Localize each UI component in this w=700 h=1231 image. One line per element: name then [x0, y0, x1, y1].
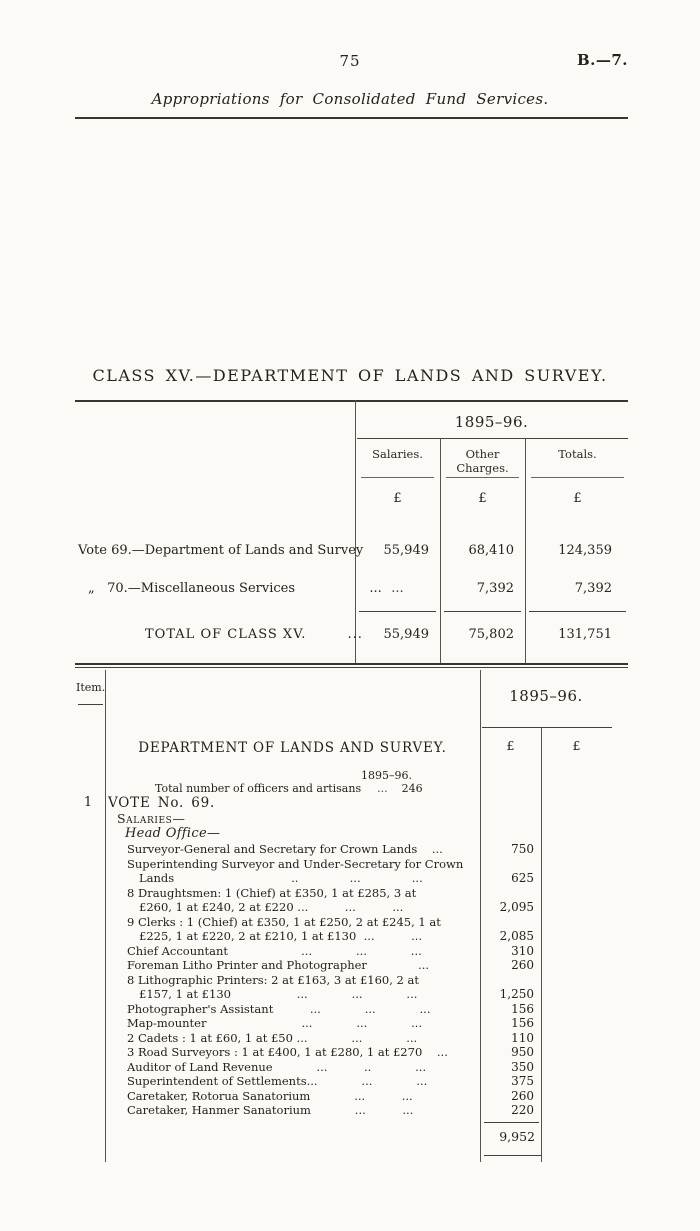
salary-line-amount: 2,085	[499, 929, 534, 943]
salary-line	[75, 944, 628, 959]
salary-line	[75, 958, 628, 973]
salary-line-text: Auditor of Land Revenue ... .. ...	[127, 1059, 427, 1074]
salary-line-amount: 950	[511, 1045, 534, 1059]
officers-year-label: 1895–96.	[361, 769, 412, 782]
salary-line-text: Map-mounter ... ... ...	[127, 1016, 423, 1030]
salary-line	[75, 915, 628, 930]
salary-line-amount: 310	[511, 943, 534, 958]
salary-line-text: Caretaker, Rotorua Sanatorium ... ...	[127, 1088, 413, 1103]
salary-line-text: Superintendent of Settlements... ... ...	[127, 1074, 428, 1088]
summary-row-salaries: ...	[391, 581, 404, 596]
salary-line	[75, 1045, 628, 1060]
summary-row-total: 124,359	[558, 543, 612, 558]
item-number: 1	[83, 795, 93, 810]
salary-line-amount: 350	[511, 1059, 534, 1074]
salary-line	[75, 1103, 628, 1118]
document-reference: B.—7.	[576, 51, 628, 69]
vote-heading: VOTE No. 69.	[108, 795, 216, 811]
summary-bottom-rule-heavy	[75, 663, 628, 665]
salary-line-amount: 2,095	[499, 900, 534, 914]
subtotal-rule-top	[484, 1122, 539, 1123]
header-rule	[75, 117, 628, 119]
class-title: CLASS XV.—DEPARTMENT OF LANDS AND SURVEY.	[92, 366, 608, 385]
salary-line-text: 8 Lithographic Printers: 2 at £163, 3 at £160, 2 at	[127, 972, 419, 987]
salary-line-items	[75, 842, 628, 1118]
salary-line-amount: 625	[511, 871, 534, 885]
subtotal-rule-bottom	[484, 1155, 541, 1156]
salary-line-amount: 220	[511, 1103, 534, 1117]
salaries-subtotal: 9,952	[499, 1129, 535, 1144]
salary-line-text: £225, 1 at £220, 2 at £210, 1 at £130 ... ...	[139, 929, 423, 943]
officers-count: 246	[401, 782, 423, 795]
summary-total-other: 75,802	[468, 627, 514, 642]
currency-symbol-salaries: £	[393, 491, 402, 506]
salary-line-text: £157, 1 at £130 ... ... ...	[139, 987, 418, 1001]
detail-year-header: 1895–96.	[509, 687, 583, 705]
summary-table-top-rule	[75, 400, 628, 402]
summary-total-rule-3	[529, 611, 626, 612]
salary-line	[75, 1002, 628, 1017]
salary-line	[75, 1089, 628, 1104]
salary-line-text: Lands .. ... ...	[139, 871, 423, 885]
salary-line-amount: 156	[511, 1001, 534, 1016]
summary-total-rule-2	[444, 611, 521, 612]
summary-col-divider-2	[525, 438, 526, 663]
summary-total-total: 131,751	[558, 627, 612, 642]
summary-total-rule-1	[359, 611, 436, 612]
summary-colhead-rule-2	[446, 477, 519, 478]
head-office-subheading: Head Office—	[125, 826, 221, 841]
salary-line-text: 2 Cadets : 1 at £60, 1 at £50 ... ... ...	[127, 1030, 418, 1045]
salary-line	[75, 1031, 628, 1046]
salary-line	[75, 1060, 628, 1075]
salary-line-amount: 110	[511, 1030, 534, 1045]
summary-table	[75, 400, 628, 668]
detail-year-rule	[482, 727, 612, 728]
summary-row-label: „ 70.—Miscellaneous Services ...	[88, 581, 382, 596]
salary-line	[75, 1016, 628, 1031]
salary-line	[75, 871, 628, 886]
salary-line-text: Caretaker, Hanmer Sanatorium ... ...	[127, 1103, 414, 1117]
officers-note: Total number of officers and artisans	[155, 782, 362, 795]
salaries-group-heading: Salaries—	[117, 811, 186, 826]
currency-symbol-detail-2: £	[572, 738, 581, 753]
officers-count-line	[155, 782, 423, 795]
salary-line-amount: 156	[511, 1016, 534, 1030]
salary-line	[75, 842, 628, 857]
salary-line	[75, 1074, 628, 1089]
officers-leader-dots: ...	[377, 782, 388, 795]
summary-year-rule	[357, 438, 628, 439]
detail-item-header: Item.	[76, 681, 106, 694]
summary-row-salaries: 55,949	[383, 543, 429, 558]
summary-row-label: Vote 69.—Department of Lands and Survey	[78, 543, 364, 558]
salary-line	[75, 900, 628, 915]
salary-line	[75, 929, 628, 944]
currency-symbol-totals: £	[573, 491, 582, 506]
page-number: 75	[339, 52, 361, 70]
salary-line-text: 9 Clerks : 1 (Chief) at £350, 1 at £250, 2 at £245, 1 at	[127, 914, 441, 929]
detail-item-header-rule	[78, 704, 103, 705]
salary-line	[75, 857, 628, 872]
summary-col-divider-1	[440, 438, 441, 663]
summary-total-label: TOTAL OF CLASS XV. ...	[145, 627, 363, 642]
salary-line-text: Chief Accountant ... ... ...	[127, 943, 422, 958]
currency-symbol-other: £	[478, 491, 487, 506]
department-section-title: DEPARTMENT OF LANDS AND SURVEY.	[138, 740, 447, 756]
summary-colhead-rule-1	[361, 477, 434, 478]
summary-col-salaries: Salaries.	[372, 447, 423, 461]
salary-line-text: Foreman Litho Printer and Photographer ...	[127, 958, 430, 972]
summary-row-other: 68,410	[468, 543, 514, 558]
summary-colhead-rule-3	[531, 477, 624, 478]
salary-line-text: 3 Road Surveyors : 1 at £400, 1 at £280, 1 at £270 ...	[127, 1045, 448, 1059]
running-title: Appropriations for Consolidated Fund Services.	[151, 90, 549, 108]
salary-line	[75, 987, 628, 1002]
salary-line	[75, 886, 628, 901]
summary-year-header: 1895–96.	[454, 413, 529, 431]
summary-col-totals: Totals.	[558, 447, 597, 461]
detail-table	[75, 668, 628, 1162]
salary-line-amount: 375	[511, 1074, 534, 1088]
salary-line-amount: 1,250	[499, 987, 534, 1001]
salary-line-text: £260, 1 at £240, 2 at £220 ... ... ...	[139, 900, 404, 914]
summary-table-stub-divider	[355, 400, 356, 663]
salary-line-amount: 260	[511, 1088, 534, 1103]
summary-col-other-charges: Other Charges.	[456, 447, 509, 475]
salary-line-text: Superintending Surveyor and Under-Secretary for Crown	[127, 856, 464, 871]
summary-row-other: 7,392	[476, 581, 514, 596]
summary-row-total: 7,392	[574, 581, 612, 596]
summary-total-salaries: 55,949	[383, 627, 429, 642]
salary-line-amount: 260	[511, 958, 534, 972]
salary-line-text: Surveyor-General and Secretary for Crown Lands ...	[127, 842, 443, 856]
salary-line-text: Photographer's Assistant ... ... ...	[127, 1001, 431, 1016]
salary-line-text: 8 Draughtsmen: 1 (Chief) at £350, 1 at £285, 3 at	[127, 885, 417, 900]
salary-line-amount: 750	[511, 842, 534, 856]
currency-symbol-detail-1: £	[506, 738, 515, 753]
salary-line	[75, 973, 628, 988]
